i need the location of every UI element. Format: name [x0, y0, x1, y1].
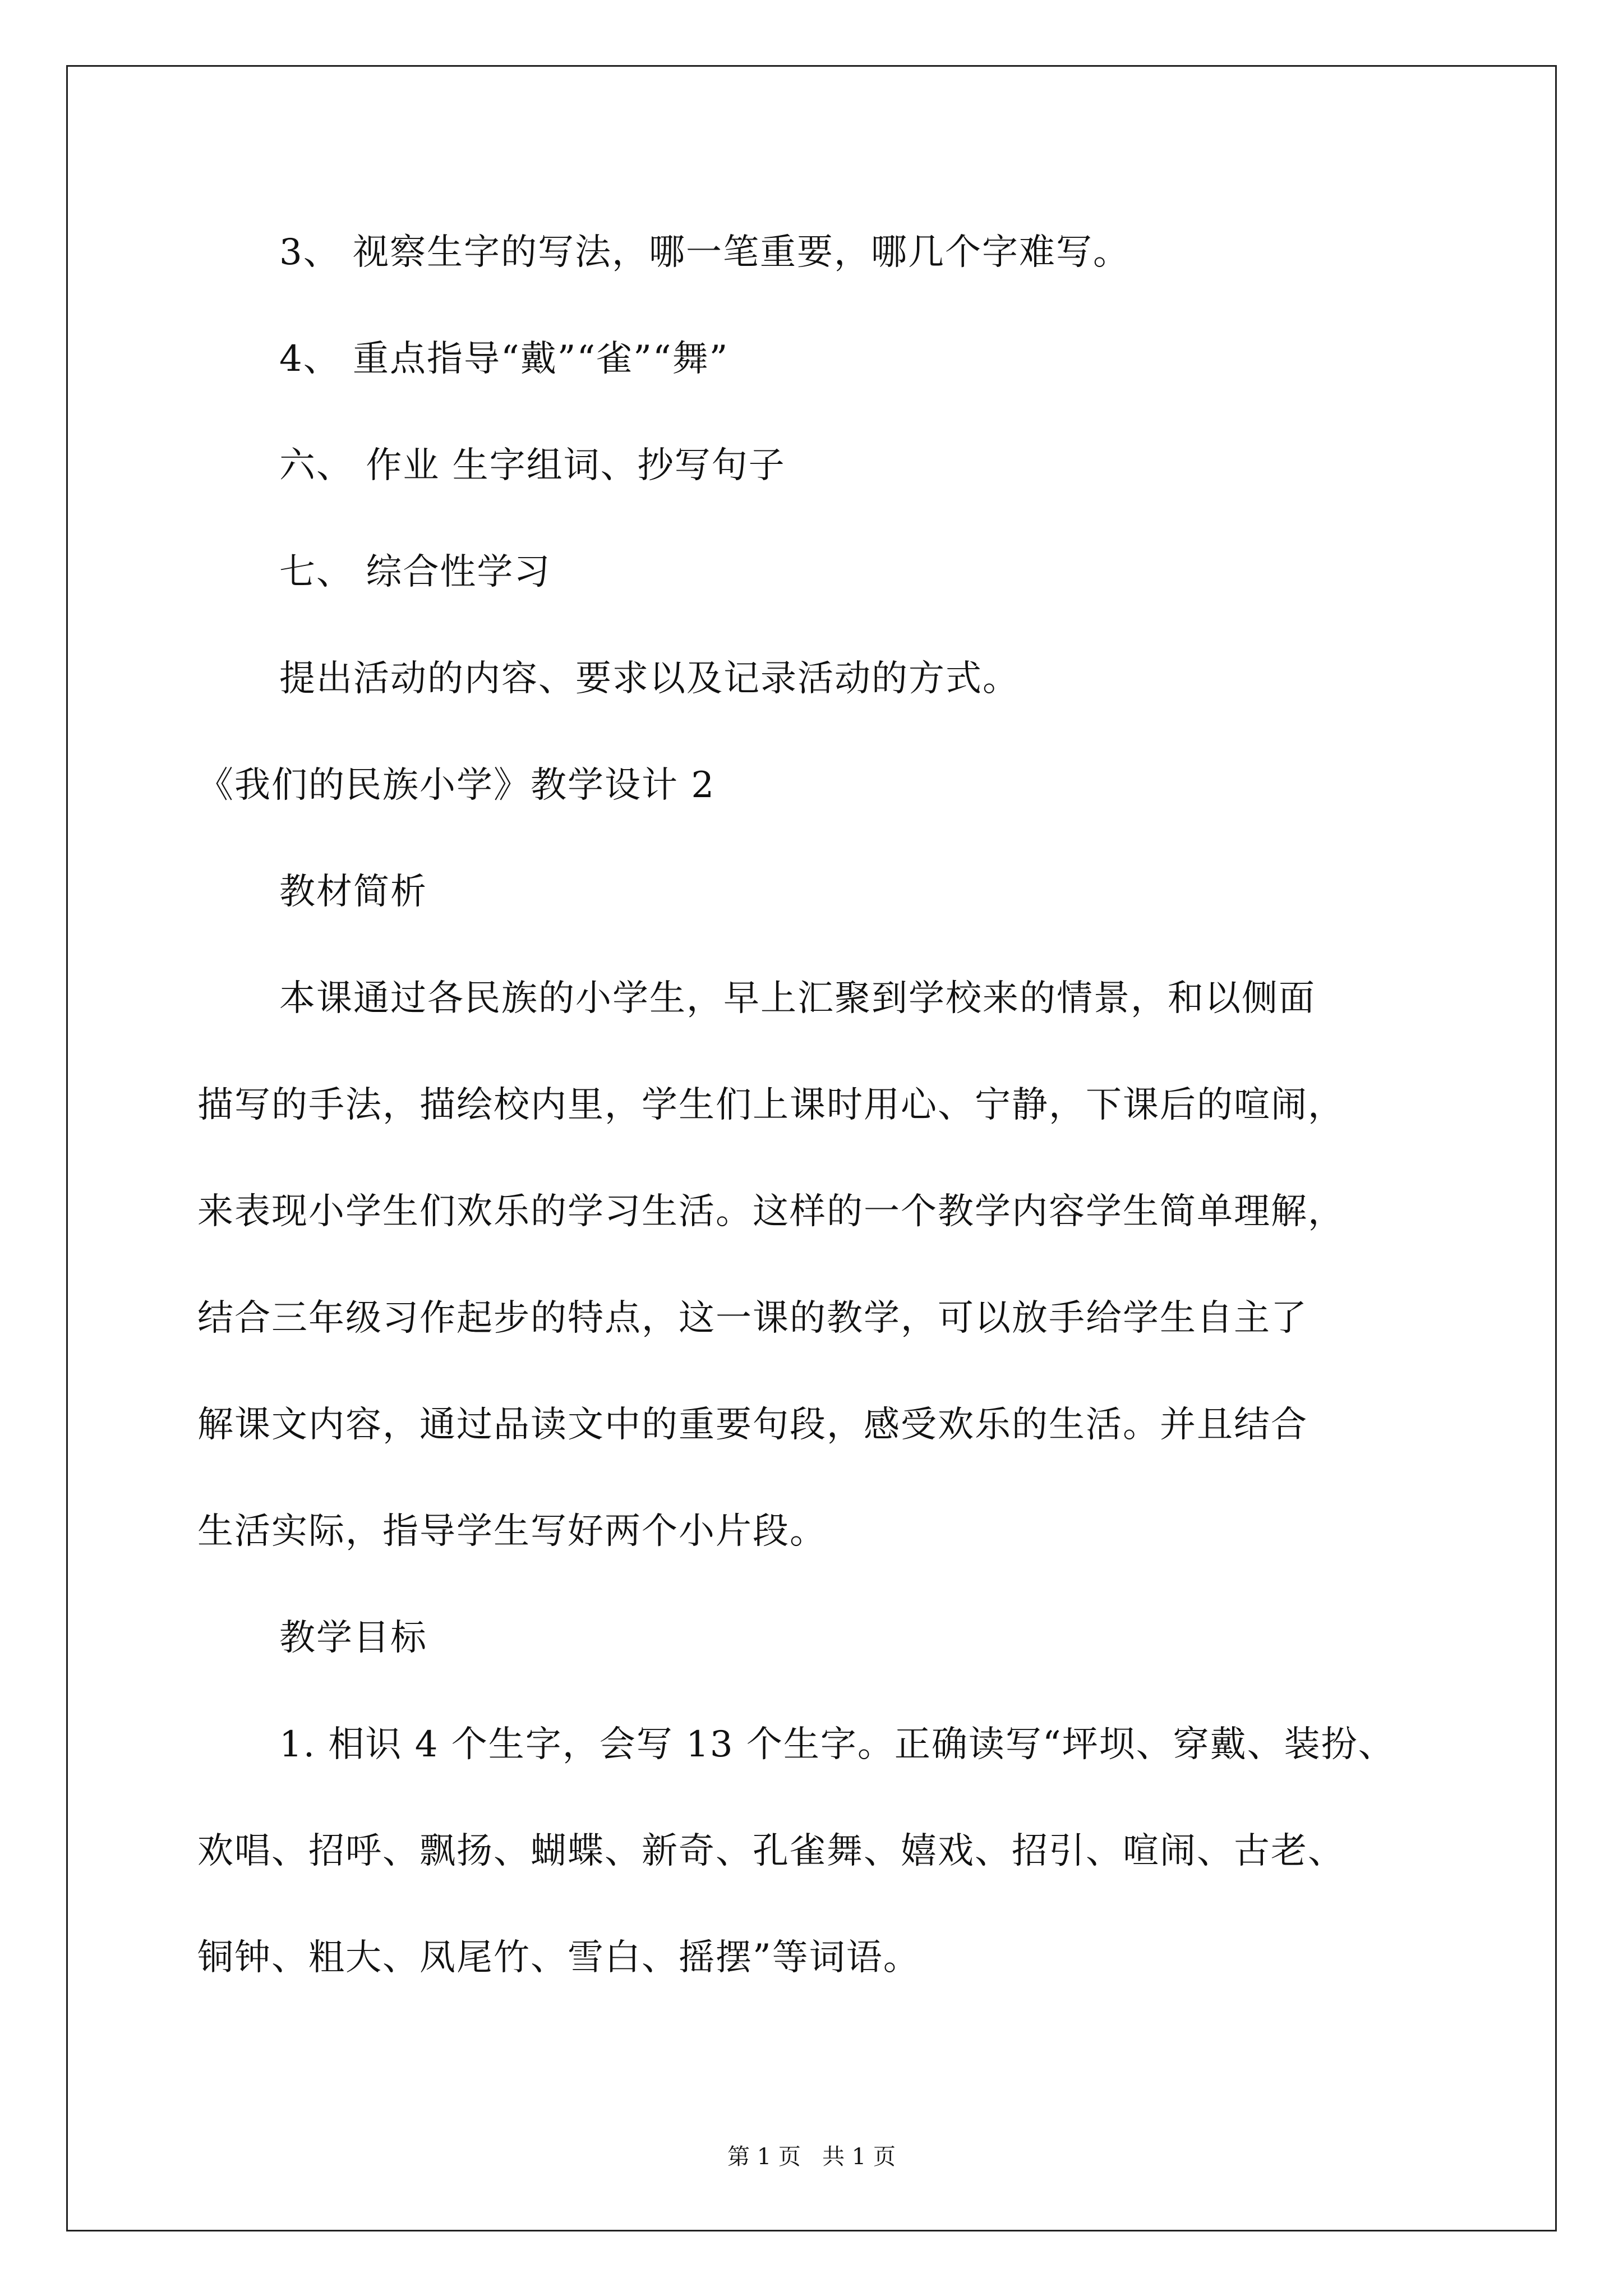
heading-textbook-analysis: 教材简析 — [279, 871, 427, 913]
page-footer: 第 1 页 共 1 页 — [727, 2144, 896, 2170]
text-line-12: 解课文内容，通过品读文中的重要句段，感受欢乐的生活。并且结合 — [197, 1404, 1308, 1446]
text-line-10: 来表现小学生们欢乐的学习生活。这样的一个教学内容学生简单理解， — [197, 1191, 1345, 1232]
heading-teaching-goals: 教学目标 — [279, 1617, 427, 1659]
text-line-1: 3、 视察生字的写法，哪一笔重要，哪几个字难写。 — [279, 232, 1131, 273]
text-line-5: 提出活动的内容、要求以及记录活动的方式。 — [279, 658, 1020, 700]
page-border — [66, 65, 1557, 2231]
text-line-2: 4、 重点指导“戴”“雀”“舞” — [279, 338, 729, 380]
text-line-8: 本课通过各民族的小学生，早上汇聚到学校来的情景，和以侧面 — [279, 978, 1316, 1019]
text-line-13: 生活实际，指导学生写好两个小片段。 — [197, 1511, 827, 1552]
text-line-16: 欢唱、招呼、飘扬、蝴蝶、新奇、孔雀舞、嬉戏、招引、喧闹、古老、 — [197, 1830, 1345, 1872]
text-line-3: 六、 作业 生字组词、抄写句子 — [279, 445, 786, 486]
text-line-11: 结合三年级习作起步的特点，这一课的教学，可以放手给学生自主了 — [197, 1297, 1308, 1339]
text-line-4: 七、 综合性学习 — [279, 551, 551, 593]
text-line-9: 描写的手法，描绘校内里，学生们上课时用心、宁静，下课后的喧闹， — [197, 1084, 1345, 1126]
text-line-17: 铜钟、粗大、凤尾竹、雪白、摇摆”等词语。 — [197, 1937, 920, 1978]
section-title: 《我们的民族小学》教学设计 2 — [197, 765, 716, 806]
text-line-15: 1. 相识 4 个生字，会写 13 个生字。正确读写“坪坝、穿戴、装扮、 — [279, 1724, 1395, 1765]
